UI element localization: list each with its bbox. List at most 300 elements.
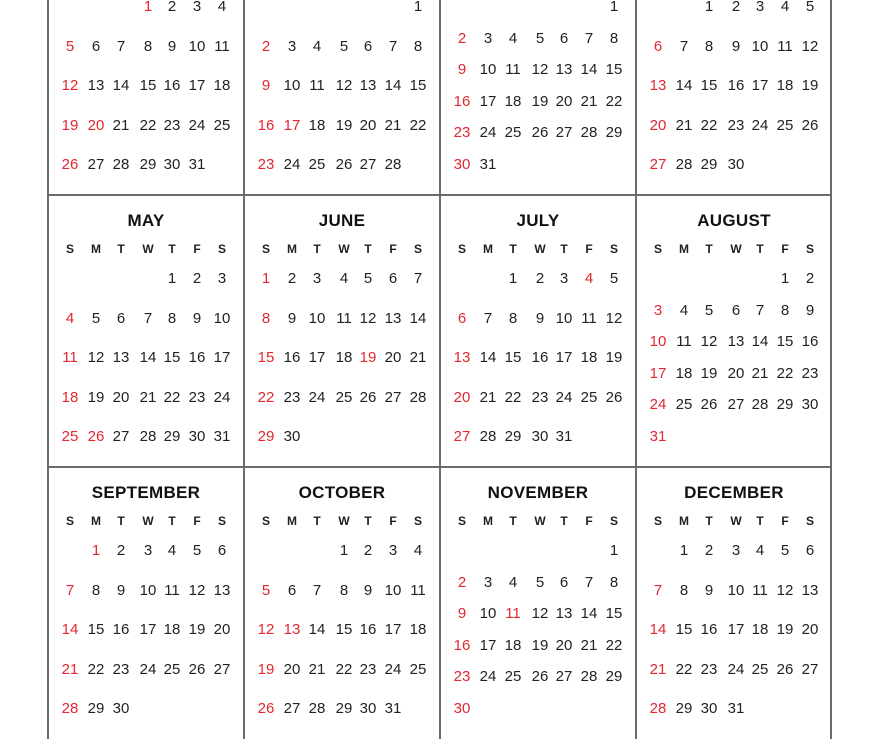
calendar-date: 24 <box>213 388 231 406</box>
calendar-date: 10 <box>139 581 157 599</box>
calendar-date: 4 <box>65 309 75 327</box>
calendar-date: 3 <box>653 301 663 319</box>
calendar-date: 24 <box>479 124 497 142</box>
calendar-date: 3 <box>483 29 493 47</box>
weekday-header: T <box>509 514 517 528</box>
weekday-header: T <box>756 242 764 256</box>
calendar-date: 6 <box>388 270 398 287</box>
calendar-date: 20 <box>283 660 301 678</box>
month-2 <box>244 0 440 195</box>
calendar-date: 22 <box>163 388 181 406</box>
calendar-date: 4 <box>413 542 423 559</box>
calendar-date: 29 <box>335 700 353 717</box>
calendar-date: 8 <box>609 29 619 47</box>
calendar-date: 20 <box>359 116 377 134</box>
calendar-date: 5 <box>609 270 619 287</box>
weekday-header: M <box>287 514 297 528</box>
month-title: OCTOBER <box>298 483 386 502</box>
calendar-date: 6 <box>731 301 741 319</box>
calendar-date: 20 <box>649 116 667 134</box>
month-title: AUGUST <box>697 211 771 230</box>
calendar-date: 13 <box>727 333 745 351</box>
calendar-date: 7 <box>679 37 689 55</box>
weekday-header: T <box>168 242 176 256</box>
calendar-date: 15 <box>700 77 718 94</box>
weekday-header: T <box>168 514 176 528</box>
calendar-date: 27 <box>112 428 130 445</box>
calendar-date: 30 <box>453 156 471 173</box>
calendar-date: 30 <box>359 700 377 717</box>
calendar-date: 8 <box>704 37 714 55</box>
calendar-date: 3 <box>192 0 202 15</box>
calendar-date: 2 <box>261 37 271 55</box>
weekday-header: T <box>364 242 372 256</box>
holiday-date: 26 <box>87 428 105 445</box>
calendar-date: 21 <box>580 92 598 110</box>
calendar-date: 15 <box>605 61 623 79</box>
calendar-date: 7 <box>388 37 398 55</box>
calendar-date: 22 <box>87 660 105 678</box>
calendar-date: 11 <box>309 77 325 94</box>
calendar-date: 30 <box>112 700 130 717</box>
calendar-date: 12 <box>87 349 105 366</box>
calendar-date: 29 <box>504 428 522 445</box>
calendar-date: 22 <box>605 636 623 654</box>
weekday-header: T <box>509 242 517 256</box>
month-1 <box>48 0 244 195</box>
calendar-date: 7 <box>143 309 153 327</box>
month-title: MAY <box>127 211 165 230</box>
calendar-date: 6 <box>116 309 126 327</box>
calendar-date: 25 <box>776 116 794 134</box>
calendar-date: 29 <box>257 428 275 445</box>
calendar-date: 5 <box>65 37 75 55</box>
calendar-date: 16 <box>163 77 181 94</box>
calendar-date: 11 <box>676 333 692 351</box>
weekday-header: S <box>413 514 422 528</box>
calendar-date: 31 <box>555 428 573 445</box>
calendar-date: 24 <box>283 156 301 173</box>
calendar-date: 16 <box>453 92 471 110</box>
calendar-date: 10 <box>308 309 326 327</box>
calendar-date: 28 <box>384 156 402 173</box>
month-5 <box>48 195 244 467</box>
weekday-header: F <box>389 242 397 256</box>
calendar-date: 23 <box>453 124 471 142</box>
calendar-date: 22 <box>139 116 157 134</box>
calendar-date: 28 <box>675 156 693 173</box>
month-title: NOVEMBER <box>487 483 589 502</box>
calendar-date: 5 <box>535 29 545 47</box>
calendar-date: 21 <box>409 349 427 366</box>
calendar-date: 13 <box>801 581 819 599</box>
calendar-date: 16 <box>801 333 819 351</box>
calendar-date: 8 <box>339 581 349 599</box>
weekday-header: S <box>609 242 618 256</box>
month-11 <box>440 467 636 739</box>
calendar-date: 26 <box>605 388 623 406</box>
holiday-date: 11 <box>505 605 521 623</box>
calendar-date: 17 <box>479 92 497 110</box>
calendar-date: 28 <box>580 124 598 142</box>
calendar-date: 28 <box>139 428 157 445</box>
calendar-date: 15 <box>257 349 275 366</box>
calendar-date: 2 <box>731 0 741 15</box>
calendar-date: 8 <box>167 309 177 327</box>
calendar-date: 4 <box>339 270 349 287</box>
calendar-date: 9 <box>192 309 202 327</box>
calendar-date: 22 <box>776 364 794 382</box>
calendar-date: 18 <box>751 621 769 638</box>
weekday-header: M <box>287 242 297 256</box>
calendar-date: 31 <box>384 700 402 717</box>
calendar-date: 6 <box>363 37 373 55</box>
calendar-date: 20 <box>384 349 402 366</box>
calendar-date: 24 <box>384 660 402 678</box>
calendar-date: 24 <box>139 660 157 678</box>
calendar-date: 24 <box>308 388 326 406</box>
calendar-date: 21 <box>675 116 693 134</box>
weekday-header: T <box>117 242 125 256</box>
calendar-date: 29 <box>87 700 105 717</box>
calendar-date: 12 <box>700 333 718 351</box>
calendar-date: 1 <box>261 270 271 287</box>
calendar-date: 19 <box>776 621 794 638</box>
calendar-date: 22 <box>409 116 427 134</box>
month-title: DECEMBER <box>684 483 784 502</box>
calendar-date: 23 <box>163 116 181 134</box>
weekday-header: F <box>193 514 201 528</box>
calendar-date: 16 <box>453 636 471 654</box>
calendar-date: 17 <box>479 636 497 654</box>
calendar-date: 22 <box>605 92 623 110</box>
calendar-date: 23 <box>700 660 718 678</box>
calendar-date: 15 <box>605 605 623 623</box>
calendar-date: 12 <box>335 77 353 94</box>
calendar-date: 26 <box>801 116 819 134</box>
calendar-date: 9 <box>535 309 545 327</box>
calendar-date: 20 <box>555 636 573 654</box>
calendar-date: 23 <box>188 388 206 406</box>
calendar-date: 8 <box>679 581 689 599</box>
calendar-date: 31 <box>727 700 745 717</box>
calendar-date: 13 <box>213 581 231 599</box>
calendar-date: 2 <box>116 542 126 559</box>
calendar-date: 24 <box>555 388 573 406</box>
calendar-date: 13 <box>555 61 573 79</box>
calendar-date: 14 <box>580 605 598 623</box>
calendar-date: 9 <box>116 581 126 599</box>
weekday-header: F <box>781 514 789 528</box>
weekday-header: S <box>261 242 270 256</box>
calendar-date: 8 <box>780 301 790 319</box>
calendar-date: 27 <box>555 668 573 686</box>
calendar-date: 9 <box>805 301 815 319</box>
calendar-date: 22 <box>675 660 693 678</box>
calendar-date: 6 <box>559 573 569 591</box>
calendar-date: 25 <box>335 388 353 406</box>
calendar-date: 19 <box>335 116 353 134</box>
weekday-header: S <box>653 242 662 256</box>
calendar-date: 13 <box>359 77 377 94</box>
calendar-date: 20 <box>213 621 231 638</box>
calendar-date: 4 <box>679 301 689 319</box>
weekday-header: W <box>730 514 742 528</box>
calendar-date: 18 <box>580 349 598 366</box>
month-3 <box>440 0 636 195</box>
calendar-date: 11 <box>505 61 521 79</box>
calendar-date: 26 <box>257 700 275 717</box>
calendar-date: 9 <box>261 77 271 94</box>
calendar-date: 12 <box>531 605 549 623</box>
calendar-date: 2 <box>704 542 714 559</box>
weekday-header: S <box>413 242 422 256</box>
calendar-date: 9 <box>167 37 177 55</box>
calendar-date: 15 <box>87 621 105 638</box>
weekday-header: S <box>217 242 226 256</box>
calendar-date: 31 <box>479 156 497 173</box>
calendar-date: 23 <box>257 156 275 173</box>
calendar-date: 10 <box>479 61 497 79</box>
calendar-date: 17 <box>649 364 667 382</box>
calendar-date: 5 <box>339 37 349 55</box>
calendar-date: 11 <box>581 309 597 327</box>
calendar-date: 12 <box>531 61 549 79</box>
calendar-date: 7 <box>65 581 75 599</box>
calendar-date: 29 <box>776 396 794 414</box>
calendar-date: 24 <box>649 396 667 414</box>
holiday-date: 4 <box>584 270 594 287</box>
calendar-date: 28 <box>479 428 497 445</box>
weekday-header: F <box>389 514 397 528</box>
calendar-date: 21 <box>139 388 157 406</box>
calendar-date: 13 <box>649 77 667 94</box>
weekday-header: T <box>705 242 713 256</box>
calendar-date: 26 <box>335 156 353 173</box>
calendar-date: 11 <box>214 37 230 55</box>
calendar-date: 30 <box>283 428 301 445</box>
year-calendar-grid <box>48 0 832 739</box>
weekday-header: S <box>65 514 74 528</box>
calendar-date: 3 <box>755 0 765 15</box>
weekday-header: S <box>609 514 618 528</box>
calendar-date: 16 <box>112 621 130 638</box>
calendar-date: 26 <box>700 396 718 414</box>
calendar-date: 6 <box>559 29 569 47</box>
calendar-date: 6 <box>653 37 663 55</box>
calendar-date: 3 <box>559 270 569 287</box>
calendar-date: 28 <box>649 700 667 717</box>
calendar-date: 28 <box>61 700 79 717</box>
calendar-date: 20 <box>453 388 471 406</box>
weekday-header: S <box>217 514 226 528</box>
calendar-date: 12 <box>801 37 819 55</box>
calendar-date: 5 <box>363 270 373 287</box>
calendar-date: 13 <box>555 605 573 623</box>
calendar-date: 3 <box>388 542 398 559</box>
calendar-date: 9 <box>457 605 467 623</box>
calendar-date: 28 <box>751 396 769 414</box>
calendar-date: 7 <box>755 301 765 319</box>
calendar-date: 7 <box>116 37 126 55</box>
calendar-date: 5 <box>192 542 202 559</box>
weekday-header: M <box>483 514 493 528</box>
calendar-date: 24 <box>479 668 497 686</box>
calendar-date: 29 <box>675 700 693 717</box>
calendar-date: 23 <box>359 660 377 678</box>
weekday-header: S <box>457 242 466 256</box>
calendar-date: 21 <box>308 660 326 678</box>
calendar-date: 4 <box>508 29 518 47</box>
calendar-date: 11 <box>777 37 793 55</box>
calendar-date: 16 <box>188 349 206 366</box>
month-title: JUNE <box>318 211 366 230</box>
calendar-date: 3 <box>483 573 493 591</box>
calendar-date: 7 <box>584 29 594 47</box>
calendar-date: 18 <box>213 77 231 94</box>
calendar-date: 12 <box>188 581 206 599</box>
holiday-date: 1 <box>143 0 153 15</box>
calendar-date: 19 <box>188 621 206 638</box>
calendar-date: 20 <box>555 92 573 110</box>
calendar-date: 14 <box>479 349 497 366</box>
calendar-date: 27 <box>555 124 573 142</box>
calendar-date: 23 <box>283 388 301 406</box>
calendar-date: 9 <box>731 37 741 55</box>
calendar-date: 14 <box>649 621 667 638</box>
calendar-date: 14 <box>139 349 157 366</box>
calendar-date: 30 <box>453 700 471 717</box>
calendar-date: 1 <box>609 542 619 559</box>
month-6 <box>244 195 440 467</box>
calendar-date: 17 <box>308 349 326 366</box>
calendar-date: 13 <box>112 349 130 366</box>
calendar-date: 21 <box>384 116 402 134</box>
weekday-header: T <box>313 242 321 256</box>
calendar-date: 21 <box>112 116 130 134</box>
calendar-date: 20 <box>801 621 819 638</box>
calendar-date: 21 <box>649 660 667 678</box>
calendar-date: 27 <box>384 388 402 406</box>
calendar-date: 3 <box>312 270 322 287</box>
calendar-date: 18 <box>776 77 794 94</box>
calendar-date: 19 <box>257 660 275 678</box>
calendar-date: 31 <box>188 156 206 173</box>
calendar-date: 24 <box>751 116 769 134</box>
calendar-date: 8 <box>261 309 271 327</box>
calendar-date: 30 <box>801 396 819 414</box>
calendar-date: 14 <box>580 61 598 79</box>
calendar-date: 1 <box>413 0 423 15</box>
calendar-date: 16 <box>257 116 275 134</box>
calendar-date: 11 <box>752 581 768 599</box>
calendar-date: 10 <box>188 37 206 55</box>
calendar-date: 17 <box>213 349 231 366</box>
calendar-date: 4 <box>755 542 765 559</box>
calendar-date: 15 <box>335 621 353 638</box>
calendar-date: 21 <box>61 660 79 678</box>
calendar-date: 11 <box>62 349 78 366</box>
calendar-date: 15 <box>675 621 693 638</box>
weekday-header: S <box>653 514 662 528</box>
calendar-date: 14 <box>751 333 769 351</box>
calendar-date: 9 <box>704 581 714 599</box>
calendar-date: 25 <box>308 156 326 173</box>
calendar-date: 16 <box>531 349 549 366</box>
weekday-header: W <box>142 242 154 256</box>
weekday-header: W <box>534 514 546 528</box>
calendar-date: 2 <box>167 0 177 15</box>
calendar-date: 30 <box>188 428 206 445</box>
month-10 <box>244 467 440 739</box>
calendar-date: 2 <box>287 270 297 287</box>
calendar-date: 8 <box>91 581 101 599</box>
weekday-header: F <box>781 242 789 256</box>
weekday-header: S <box>65 242 74 256</box>
calendar-date: 3 <box>217 270 227 287</box>
calendar-date: 15 <box>163 349 181 366</box>
calendar-date: 29 <box>139 156 157 173</box>
calendar-date: 19 <box>531 92 549 110</box>
weekday-header: W <box>338 242 350 256</box>
calendar-date: 10 <box>751 37 769 55</box>
calendar-date: 18 <box>61 388 79 406</box>
calendar-date: 13 <box>87 77 105 94</box>
calendar-date: 15 <box>409 77 427 94</box>
calendar-date: 1 <box>508 270 518 287</box>
weekday-header: T <box>364 514 372 528</box>
weekday-header: M <box>91 242 101 256</box>
calendar-date: 19 <box>61 116 79 134</box>
calendar-date: 14 <box>384 77 402 94</box>
calendar-date: 22 <box>257 388 275 406</box>
holiday-date: 17 <box>283 116 301 134</box>
weekday-header: W <box>338 514 350 528</box>
weekday-header: T <box>313 514 321 528</box>
calendar-date: 26 <box>531 668 549 686</box>
holiday-date: 19 <box>359 349 377 366</box>
holiday-date: 20 <box>87 116 105 134</box>
calendar-date: 22 <box>700 116 718 134</box>
calendar-date: 10 <box>283 77 301 94</box>
calendar-date: 11 <box>410 581 426 599</box>
calendar-date: 16 <box>359 621 377 638</box>
calendar-date: 1 <box>609 0 619 15</box>
calendar-date: 2 <box>805 270 815 287</box>
calendar-date: 18 <box>163 621 181 638</box>
weekday-header: T <box>705 514 713 528</box>
month-4 <box>636 0 832 195</box>
calendar-date: 5 <box>780 542 790 559</box>
calendar-date: 5 <box>91 309 101 327</box>
calendar-date: 23 <box>531 388 549 406</box>
holiday-date: 1 <box>91 542 101 559</box>
calendar-date: 25 <box>504 124 522 142</box>
calendar-date: 2 <box>535 270 545 287</box>
month-title: SEPTEMBER <box>91 483 201 502</box>
calendar-date: 22 <box>335 660 353 678</box>
calendar-date: 1 <box>780 270 790 287</box>
calendar-date: 28 <box>308 700 326 717</box>
calendar-date: 3 <box>287 37 297 55</box>
calendar-date: 25 <box>675 396 693 414</box>
calendar-date: 5 <box>535 573 545 591</box>
calendar-date: 29 <box>163 428 181 445</box>
calendar-date: 29 <box>605 668 623 686</box>
calendar-date: 20 <box>112 388 130 406</box>
calendar-date: 23 <box>112 660 130 678</box>
calendar-date: 1 <box>167 270 177 287</box>
